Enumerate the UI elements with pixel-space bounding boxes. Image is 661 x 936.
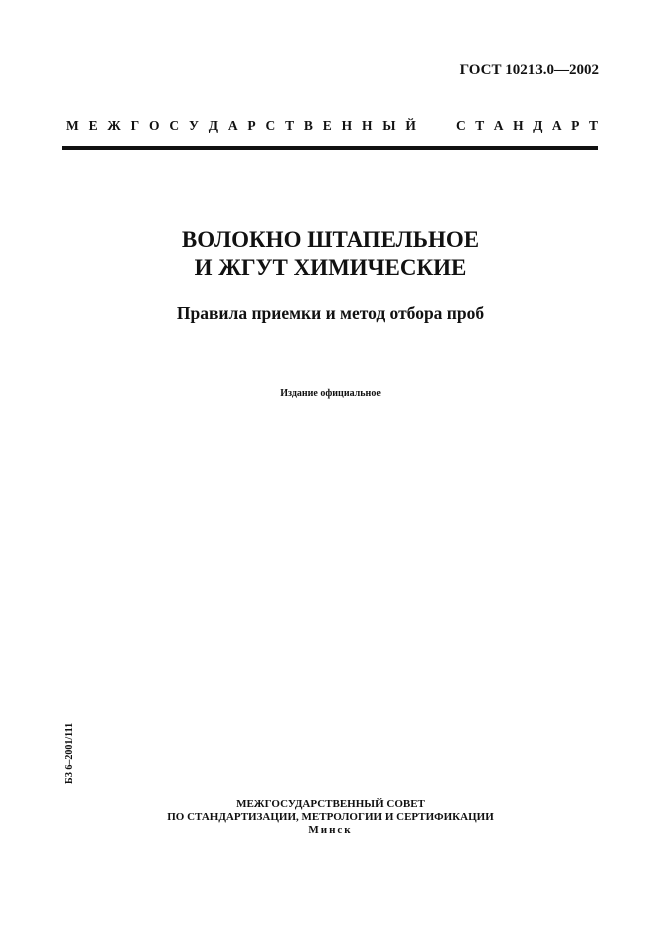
banner-letter: Г: [130, 118, 140, 133]
title-line-1: ВОЛОКНО ШТАПЕЛЬНОЕ: [181, 227, 480, 252]
banner-letter: Н: [513, 118, 524, 133]
banner-letter: М: [66, 118, 79, 133]
publisher-city: Минск: [308, 824, 353, 836]
standard-number: ГОСТ 10213.0—2002: [459, 62, 599, 78]
banner-letter: Т: [475, 118, 485, 133]
banner-letter: Ж: [107, 118, 121, 133]
banner-letter: Е: [88, 118, 98, 133]
banner-letter: Ы: [382, 118, 396, 133]
side-code: БЗ 6–2001/111: [64, 722, 75, 784]
banner-letter: А: [227, 118, 238, 133]
banner-letter: Т: [285, 118, 295, 133]
title-line-2: И ЖГУТ ХИМИЧЕСКИЕ: [194, 255, 467, 280]
banner-letter: О: [149, 118, 160, 133]
banner-letter: Н: [361, 118, 373, 133]
banner-letter: Д: [208, 118, 218, 133]
banner-word-standard: [456, 118, 598, 134]
edition-note: Издание официальное: [280, 388, 381, 399]
banner-letter: Р: [571, 118, 580, 133]
banner-letter: Р: [247, 118, 256, 133]
standard-type-banner: [66, 118, 598, 134]
publisher-block: [0, 798, 661, 837]
publisher-line-2: ПО СТАНДАРТИЗАЦИИ, МЕТРОЛОГИИ И СЕРТИФИКАЦИИ: [167, 811, 494, 823]
publisher-line-1: МЕЖГОСУДАРСТВЕННЫЙ СОВЕТ: [236, 798, 425, 810]
document-title: [0, 226, 661, 282]
banner-word-interstate: [66, 118, 416, 134]
banner-letter: У: [188, 118, 199, 133]
banner-letter: А: [493, 118, 504, 133]
banner-letter: А: [551, 118, 562, 133]
banner-letter: Й: [405, 118, 416, 133]
banner-letter: С: [456, 118, 466, 133]
banner-letter: С: [265, 118, 276, 133]
banner-letter: Е: [322, 118, 332, 133]
document-subtitle: Правила приемки и метод отбора проб: [176, 303, 485, 323]
banner-letter: В: [303, 118, 313, 133]
banner-letter: Н: [341, 118, 353, 133]
banner-letter: С: [169, 118, 180, 133]
banner-letter: Т: [588, 118, 598, 133]
banner-letter: Д: [533, 118, 543, 133]
header-rule: [62, 146, 598, 150]
